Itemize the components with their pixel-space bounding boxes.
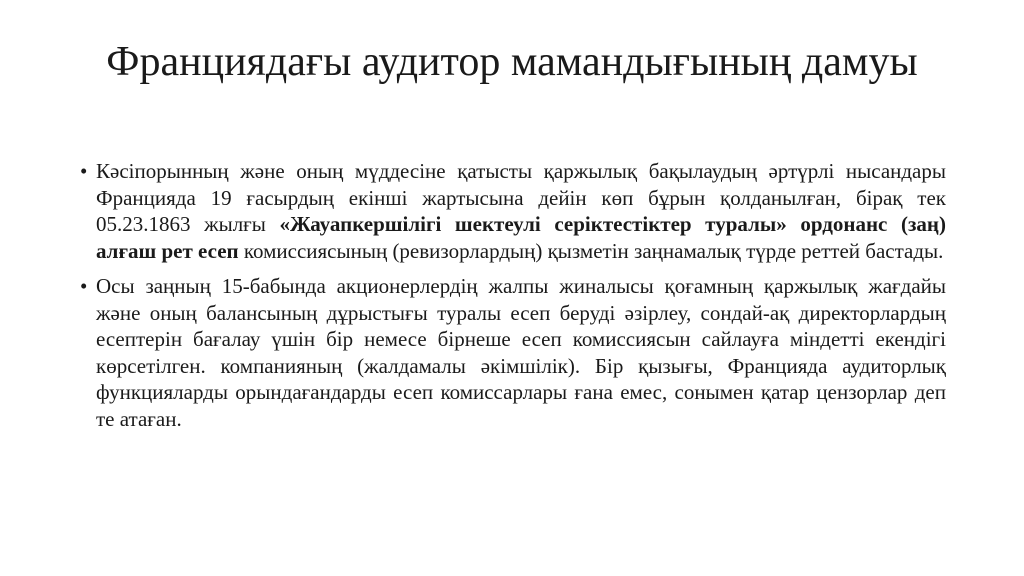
bullet-text-end: комиссиясының (ревизорлардың) қызметін заңнамалық түрде реттей бастады.: [238, 238, 944, 263]
bullet-text: Осы заңның 15-бабында акционерлердің жалпы жиналысы қоғамның қаржылық жағдайы және оның балансының дұрыстығы туралы есеп беруді әзірлеу, сондай-ақ директорлардың есептерін бағалау үшін бір немесе бірнеше есеп комиссиясын сайлауға міндетті екендігі көрсетілген. компанияның (жалдамалы әкімшілік). Бір қызығы, Францияда аудиторлық функцияларды орындағандарды есеп комиссарлары ғана емес, сонымен қатар цензорлар деп те атаған.: [96, 274, 946, 431]
bullet-marker: •: [80, 159, 88, 183]
bullet-text-start: Кәсіпорынның және оның мүддесіне қатысты қаржылық бақылаудың әртүрлі нысандары Францияда 19 ғасырдың екінші жартысына дейін көп бұрын қолданылған, бірақ тек 05.23.1863 жылғы: [96, 159, 946, 236]
bullet-item: [78, 158, 946, 264]
bullet-item: [78, 273, 946, 432]
bullet-marker: •: [80, 274, 88, 298]
slide-title: Франциядағы аудитор мамандығының дамуы: [106, 39, 918, 85]
bullet-list: [78, 158, 946, 441]
bullet-text-bold: «Жауапкершілігі шектеулі серіктестіктер туралы» ордонанс (заң) алғаш рет есеп: [96, 212, 946, 263]
